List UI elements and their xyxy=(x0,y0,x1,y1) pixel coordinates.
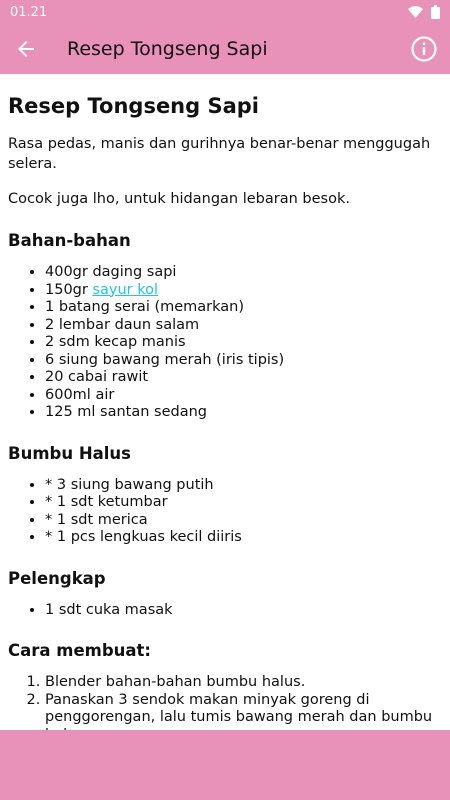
step-item: 1. Blender bahan-bahan bumbu halus. xyxy=(45,674,442,692)
status-icons xyxy=(408,5,440,19)
battery-icon xyxy=(431,5,440,19)
list-item: • 600ml air xyxy=(45,387,442,405)
ingredient-list xyxy=(8,264,442,422)
list-item: • 2 lembar daun salam xyxy=(45,317,442,335)
recipe-content[interactable] xyxy=(0,74,450,730)
list-item: • 20 cabai rawit xyxy=(45,369,442,387)
list-item-text: 150gr xyxy=(45,281,93,298)
list-item: • 125 ml santan sedang xyxy=(45,404,442,422)
list-item: • * 3 siung bawang putih xyxy=(45,477,442,495)
recipe-title: Resep Tongseng Sapi xyxy=(8,94,260,118)
list-item xyxy=(45,282,442,300)
list-item: • * 1 sdt ketumbar xyxy=(45,494,442,512)
status-time: 01.21 xyxy=(10,4,48,20)
step-item: 2. Panaskan 3 sendok makan minyak goreng di penggorengan, lalu tumis bawang merah dan bumbu xyxy=(45,692,442,745)
spice-list xyxy=(8,477,442,547)
wifi-icon xyxy=(408,6,423,18)
list-item: • 2 sdm kecap manis xyxy=(45,334,442,352)
list-item: • * 1 sdt merica xyxy=(45,512,442,530)
list-item: • 6 siung bawang merah (iris tipis) xyxy=(45,352,442,370)
section-heading-pelengkap: Pelengkap xyxy=(8,568,106,588)
section-heading-bumbu: Bumbu Halus xyxy=(8,443,131,463)
app-bar-title: Resep Tongseng Sapi xyxy=(67,38,268,60)
intro-paragraph: Rasa pedas, manis dan gurihnya benar-benar menggugah selera. xyxy=(8,136,431,172)
section-heading-cara: Cara membuat: xyxy=(8,641,152,660)
list-item: • 1 batang serai (memarkan) xyxy=(45,299,442,317)
back-button[interactable] xyxy=(0,24,52,74)
complement-list xyxy=(8,602,442,620)
intro-paragraph: Cocok juga lho, untuk hidangan lebaran besok. xyxy=(8,191,350,207)
arrow-left-icon xyxy=(14,37,38,61)
status-bar xyxy=(0,0,450,24)
sayur-kol-link[interactable]: sayur kol xyxy=(92,281,159,298)
bottom-banner-area xyxy=(0,730,450,800)
list-item: • 1 sdt cuka masak xyxy=(45,602,442,620)
list-item: • 400gr daging sapi xyxy=(45,264,442,282)
info-button[interactable] xyxy=(398,24,450,74)
app-bar xyxy=(0,24,450,74)
info-circle-icon xyxy=(410,35,438,63)
section-heading-bahan: Bahan-bahan xyxy=(8,231,131,250)
list-item: • * 1 pcs lengkuas kecil diiris xyxy=(45,529,442,547)
